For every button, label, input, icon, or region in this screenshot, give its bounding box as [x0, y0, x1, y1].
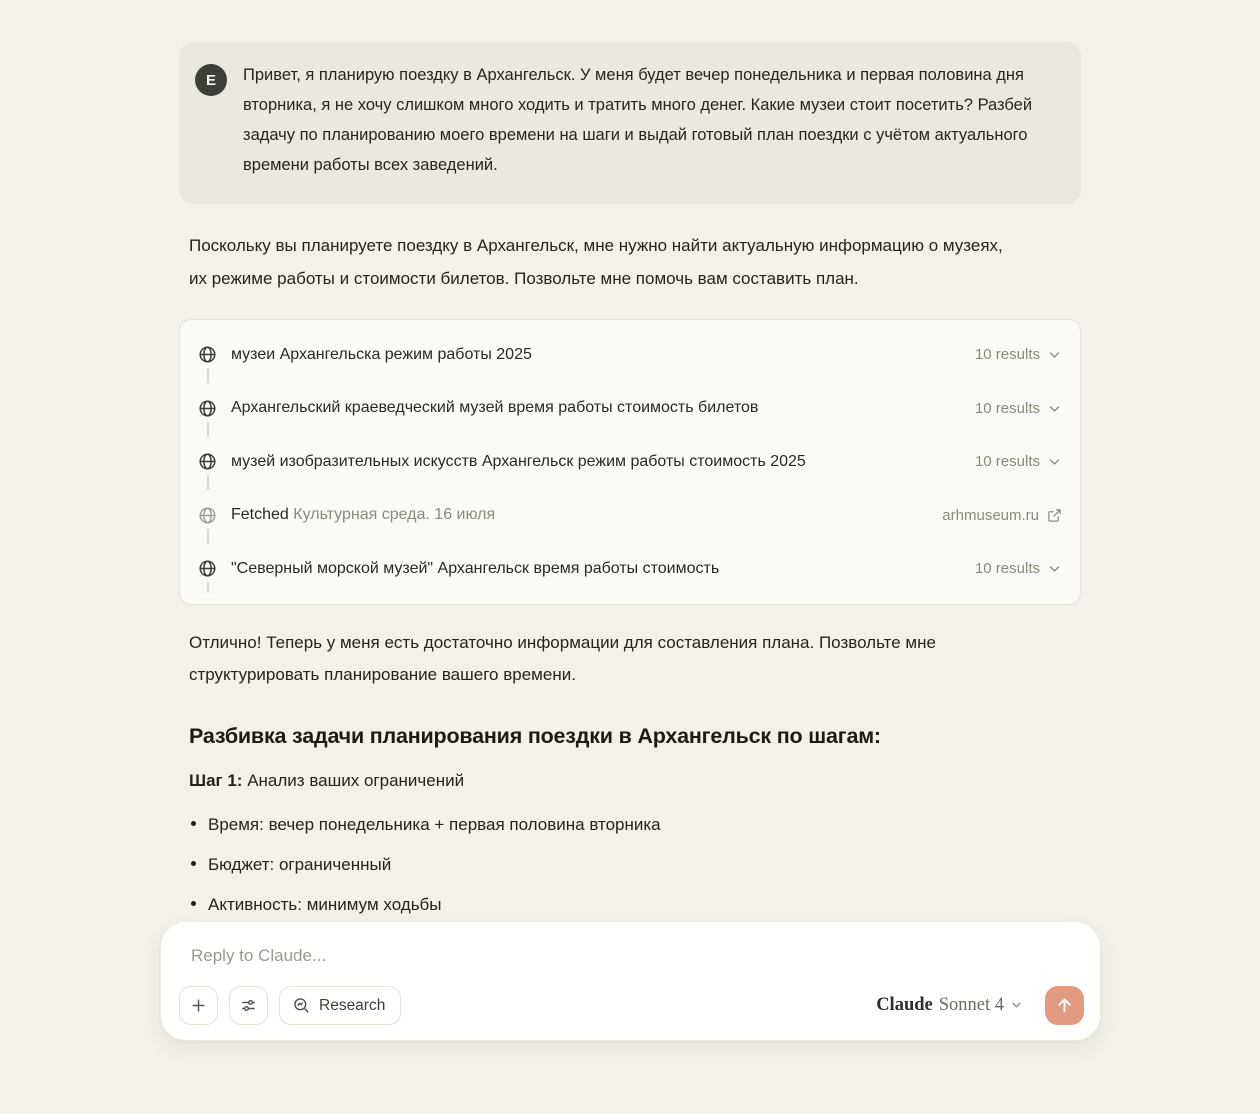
globe-icon [198, 506, 217, 525]
sliders-icon [239, 996, 258, 1015]
globe-icon [198, 399, 217, 418]
research-label: Research [319, 996, 386, 1014]
reply-composer[interactable] [160, 921, 1101, 1041]
chevron-down-icon [1047, 561, 1062, 576]
fetched-row[interactable] [198, 489, 1062, 543]
external-link-icon [1047, 508, 1062, 523]
fetched-page-title: Культурная среда. 16 июля [293, 506, 496, 524]
arrow-up-icon [1055, 996, 1074, 1015]
results-count: 10 results [974, 560, 1040, 578]
results-toggle[interactable] [975, 453, 1062, 470]
assistant-followup-paragraph: Отлично! Теперь у меня есть достаточно информации для составления плана. Позвольте мне структурировать планирование вашего времени. [189, 632, 936, 684]
model-variant: Sonnet 4 [938, 995, 1004, 1015]
plan-heading: Разбивка задачи планирования поездки в Архангельск по шагам: [189, 723, 881, 748]
attach-button[interactable] [179, 986, 218, 1025]
globe-icon [198, 452, 217, 471]
search-row[interactable] [198, 435, 1062, 489]
tools-button[interactable] [229, 986, 268, 1025]
search-query: "Северный морской музей" Архангельск время работы стоимость [231, 559, 720, 577]
list-item [191, 805, 1081, 845]
results-toggle[interactable] [975, 400, 1062, 417]
reply-input[interactable]: Reply to Claude... [191, 946, 327, 965]
search-row[interactable] [198, 542, 1062, 596]
research-icon [292, 996, 311, 1015]
plus-icon [189, 996, 208, 1015]
source-domain: arhmuseum.ru [942, 506, 1039, 524]
results-count: 10 results [974, 399, 1040, 417]
web-search-panel [179, 319, 1081, 605]
chevron-down-icon [1047, 401, 1062, 416]
list-item-text: Бюджет: ограниченный [208, 854, 392, 874]
composer-toolbar [179, 986, 1084, 1025]
results-toggle[interactable] [975, 346, 1062, 363]
assistant-intro-paragraph: Поскольку вы планируете поездку в Архангельск, мне нужно найти актуальную информацию о музеях, их режиме работы и стоимости билетов. Позвольте мне помочь вам составить план. [189, 236, 1003, 288]
chevron-down-icon [1047, 454, 1062, 469]
list-item [191, 885, 1081, 925]
user-message-text: Привет, я планирую поездку в Архангельск. У меня будет вечер понедельника и первая половина дня вторника, я не хочу слишком много ходить и тратить много денег. Какие музеи стоит посетить? Разбей задачу по планированию моего времени на шаги и выдай готовый план поездки с учётом актуального времени работы всех заведений. [243, 66, 1033, 174]
chat-thread [179, 0, 1081, 925]
bullet-dot [191, 901, 196, 906]
step1-label: Шаг 1: [189, 770, 243, 790]
model-selector[interactable] [876, 995, 1023, 1016]
constraints-list [191, 805, 1081, 925]
step1-title: Анализ ваших ограничений [247, 770, 465, 790]
search-row[interactable] [198, 382, 1062, 436]
search-row[interactable] [198, 328, 1062, 382]
send-button[interactable] [1045, 986, 1084, 1025]
step1-line [189, 771, 1081, 791]
research-button[interactable] [279, 986, 401, 1025]
search-query: музей изобразительных искусств Архангельск режим работы стоимость 2025 [231, 452, 806, 470]
results-count: 10 results [974, 453, 1040, 471]
search-query: Архангельский краеведческий музей время работы стоимость билетов [231, 399, 759, 417]
globe-icon [198, 559, 217, 578]
bullet-dot [191, 821, 196, 826]
user-avatar: E [195, 64, 227, 96]
model-brand: Claude [876, 995, 933, 1015]
fetched-source-link[interactable] [942, 507, 1062, 524]
fetched-label [231, 506, 495, 524]
chevron-down-icon [1010, 998, 1023, 1011]
search-query: музеи Архангельска режим работы 2025 [231, 345, 532, 363]
results-count: 10 results [974, 346, 1040, 364]
list-item [191, 845, 1081, 885]
list-item-text: Время: вечер понедельника + первая половина вторника [208, 814, 661, 834]
chevron-down-icon [1047, 347, 1062, 362]
bullet-dot [191, 861, 196, 866]
fetched-prefix: Fetched [231, 506, 289, 524]
list-item-text: Активность: минимум ходьбы [208, 894, 442, 914]
globe-icon [198, 345, 217, 364]
user-message-bubble [179, 42, 1081, 204]
results-toggle[interactable] [975, 560, 1062, 577]
